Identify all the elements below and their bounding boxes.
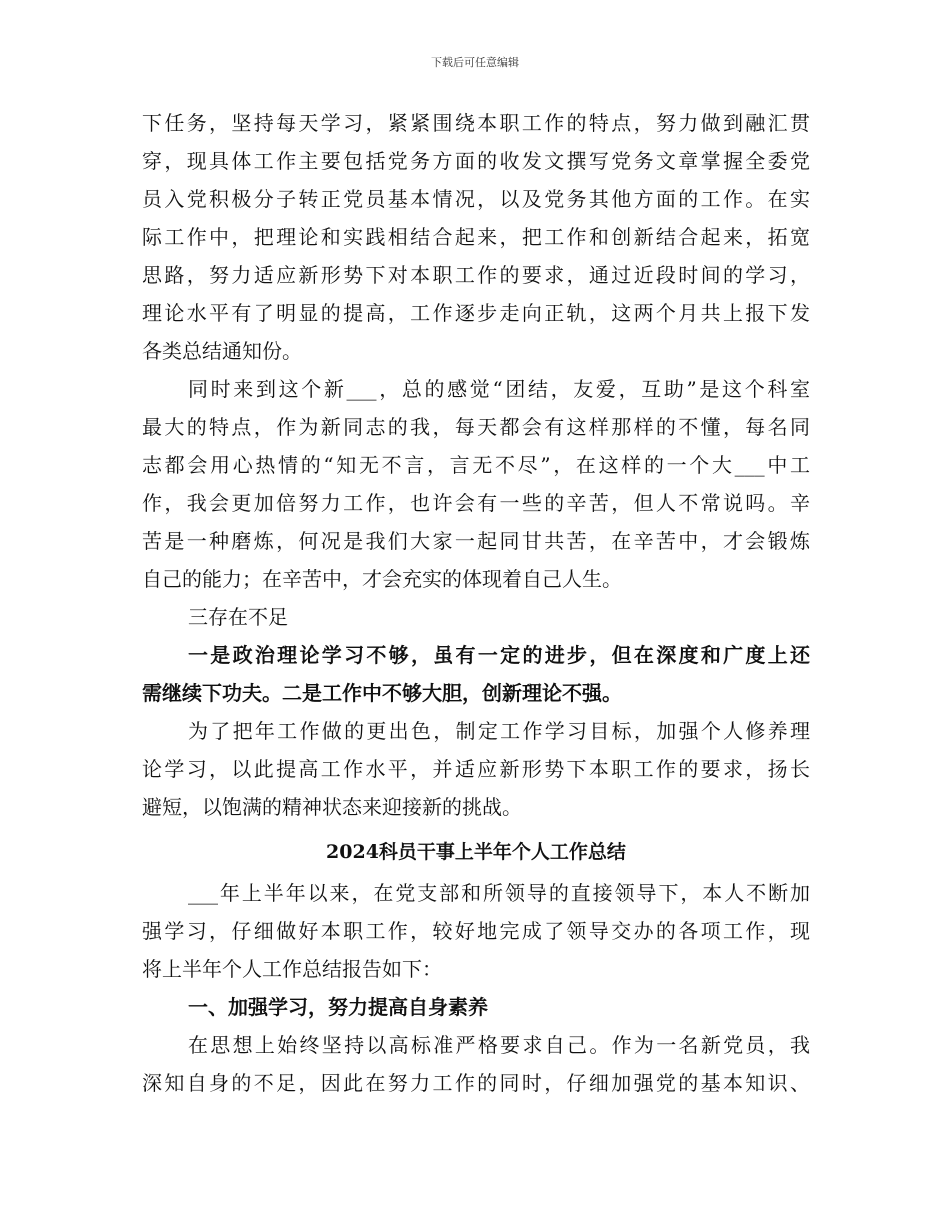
text-line: 在思想上始终坚持以高标准严格要求自己。作为一名新党员，我 [188,1033,810,1057]
paragraph-tasks [142,104,810,370]
paragraph-shortcomings [142,636,810,712]
text-line: 将上半年个人工作总结报告如下： [142,957,442,981]
text-line: 各类总结通知份。 [142,339,302,363]
text-line: 志都会用心热情的“知无不言，言无不尽”，在这样的一个大___中工 [142,453,810,477]
text-line: 员入党积极分子转正党员基本情况，以及党务其他方面的工作。在实 [142,187,810,211]
text-line: 作，我会更加倍努力工作，也许会有一些的辛苦，但人不常说吗。辛 [142,491,810,515]
paragraph-team [142,370,810,598]
text-line: 自己的能力；在辛苦中，才会充实的体现着自己人生。 [142,567,622,591]
text-line: 深知自身的不足，因此在努力工作的同时，仔细加强党的基本知识、 [142,1071,810,1095]
text-line: 最大的特点，作为新同志的我，每天都会有这样那样的不懂，每名同 [142,415,810,439]
text-line: 论学习，以此提高工作水平，并适应新形势下本职工作的要求，扬长 [142,757,810,781]
document-title: 2024科员干事上半年个人工作总结 [326,841,626,863]
text-line: 思路，努力适应新形势下对本职工作的要求，通过近段时间的学习， [142,263,810,287]
text-line: 苦是一种磨炼，何况是我们大家一起同甘共苦，在辛苦中，才会锻炼 [142,529,810,553]
document-body [142,104,810,1102]
text-line: ___年上半年以来，在党支部和所领导的直接领导下，本人不断加 [188,881,810,905]
text-line: 穿，现具体工作主要包括党务方面的收发文撰写党务文章掌握全委党 [142,149,810,173]
text-line: 需继续下功夫。二是工作中不够大胆，创新理论不强。 [142,681,622,705]
text-line: 下任务，坚持每天学习，紧紧围绕本职工作的特点，努力做到融汇贯 [142,111,810,135]
text-line: 同时来到这个新___，总的感觉“团结，友爱，互助”是这个科室 [188,377,810,401]
section-heading-shortcomings: 三存在不足 [188,605,288,629]
text-line: 避短，以饱满的精神状态来迎接新的挑战。 [142,795,522,819]
paragraph-study [142,1026,810,1102]
text-line: 为了把年工作做的更出色，制定工作学习目标，加强个人修养理 [188,719,810,743]
text-line: 际工作中，把理论和实践相结合起来，把工作和创新结合起来，拓宽 [142,225,810,249]
paragraph-intro [142,874,810,988]
paragraph-goals [142,712,810,826]
section-heading-study: 一、加强学习，努力提高自身素养 [188,995,488,1019]
text-line: 一是政治理论学习不够，虽有一定的进步，但在深度和广度上还 [188,643,810,667]
page-header: 下载后可任意编辑 [431,56,519,69]
text-line: 理论水平有了明显的提高，工作逐步走向正轨，这两个月共上报下发 [142,301,810,325]
text-line: 强学习，仔细做好本职工作，较好地完成了领导交办的各项工作，现 [142,919,810,943]
